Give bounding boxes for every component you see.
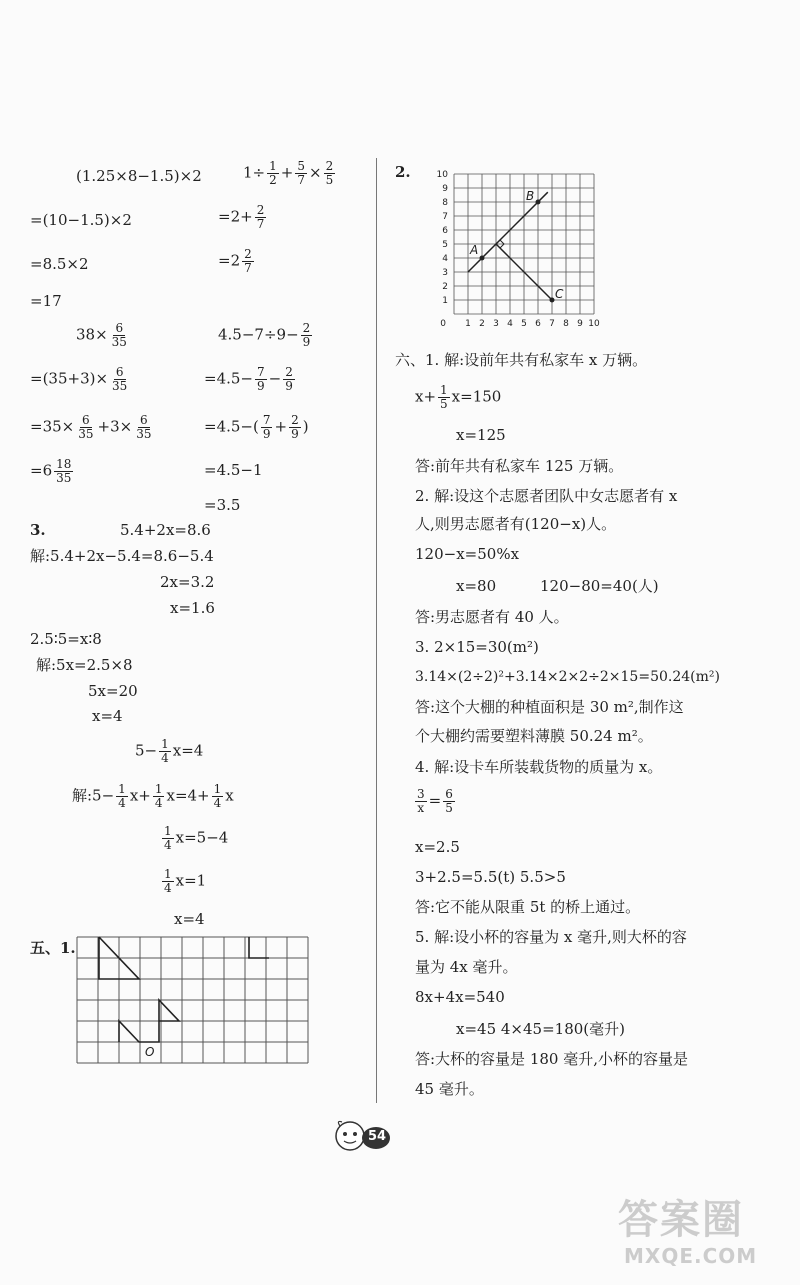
page-number-badge (332, 1116, 402, 1156)
fraction-1-5 (438, 384, 450, 411)
calc2-r3-prefix: =35× (30, 417, 75, 436)
numerator: 6 (82, 413, 90, 427)
watermark-url: MXQE.COM (624, 1244, 758, 1268)
numerator: 2 (291, 413, 299, 427)
six-q1-head: 六、1. 解:设前年共有私家车 x 万辆。 (395, 351, 648, 369)
close-paren: ) (302, 417, 309, 436)
denominator: 2 (269, 173, 277, 187)
denominator: 9 (257, 379, 265, 393)
calc1-row4-left: =17 (30, 292, 62, 310)
q1-eq-a: x+ (415, 387, 437, 406)
plus-sign-b: + (274, 417, 288, 436)
fraction-6-35-b (110, 366, 129, 393)
numerator: 6 (445, 787, 453, 801)
six-q3-head: 3. 2×15=30(m²) (415, 638, 539, 656)
numerator: 2 (302, 321, 311, 335)
numerator: 6 (115, 321, 124, 335)
denominator: 5 (440, 397, 448, 411)
x-tick-label: 9 (577, 319, 583, 329)
x-tick-label: 10 (588, 319, 600, 329)
fraction-18-35 (54, 458, 73, 485)
denominator: 5 (445, 801, 453, 815)
numerator: 2 (325, 159, 334, 173)
denominator: 9 (291, 427, 299, 441)
numerator: 1 (154, 782, 163, 796)
fraction-1-4-f (162, 868, 174, 895)
y-tick-label: 6 (442, 226, 448, 236)
l7-c: x=4+ (166, 786, 210, 805)
numerator: 1 (164, 867, 172, 881)
numerator: 2 (244, 247, 252, 261)
column-divider (376, 158, 377, 1103)
denominator: 7 (244, 261, 252, 275)
fraction-1-4 (159, 738, 171, 765)
calc1-r2-prefix: =2+ (218, 207, 253, 226)
x-tick-label: 2 (479, 319, 485, 329)
q3-line7 (72, 783, 234, 810)
coordinate-grid (430, 160, 610, 335)
y-tick-label: 5 (442, 240, 448, 250)
watermark-logo: 答案圈 (618, 1197, 744, 1243)
x-tick-label: 8 (563, 319, 569, 329)
six-q2-head2: 人,则男志愿者有(120−x)人。 (415, 515, 617, 533)
denominator: 4 (164, 881, 172, 895)
six-q3-answer1: 答:这个大棚的种植面积是 30 m²,制作这 (415, 698, 684, 716)
calc2-row2-right (204, 366, 297, 393)
denominator: 7 (297, 173, 305, 187)
calc2-row3-right (204, 414, 309, 441)
fraction-1-2 (267, 160, 279, 187)
numerator: 7 (257, 365, 265, 379)
numerator: 1 (118, 782, 126, 796)
six-q4-eq (413, 788, 457, 815)
fraction-5-7 (295, 160, 307, 187)
fraction-3-x (415, 788, 427, 815)
calc2-r3-right-prefix: =4.5−( (204, 417, 259, 436)
y-tick-label: 3 (442, 268, 448, 278)
eq3-suffix: x=4 (172, 741, 204, 760)
calc2-r2-right-prefix: =4.5− (204, 369, 253, 388)
q3-line2: 2x=3.2 (160, 573, 215, 591)
fraction-2-9-c (289, 414, 301, 441)
six-q2-head: 2. 解:设这个志愿者团队中女志愿者有 x (415, 487, 678, 505)
calc2-row2-left (30, 366, 131, 393)
q3-eq2: 2.5∶5=x∶8 (30, 630, 102, 648)
q3-eq1: 5.4+2x=8.6 (120, 521, 211, 539)
six-q5-answer1: 答:大杯的容量是 180 毫升,小杯的容量是 (415, 1050, 688, 1068)
six-q2-line2: x=80 (456, 577, 497, 595)
y-tick-label: 9 (442, 184, 448, 194)
q3-line8 (160, 825, 228, 852)
page-number: 54 (367, 1129, 387, 1144)
denominator: 4 (154, 796, 163, 810)
q5-label: 五、1. (30, 939, 76, 957)
denominator: 35 (111, 335, 127, 349)
denominator: 7 (256, 217, 265, 231)
fraction-2-7-b (242, 248, 254, 275)
l8-b: x=5−4 (175, 828, 229, 847)
calc2-row3-left (30, 414, 155, 441)
y-tick-label: 8 (442, 198, 448, 208)
denominator: 5 (325, 173, 334, 187)
q1-eq-b: x=150 (451, 387, 502, 406)
six-q5-head: 5. 解:设小杯的容量为 x 毫升,则大杯的容 (415, 928, 687, 946)
point-label-c: C (555, 287, 564, 301)
six-q5-answer2: 45 毫升。 (415, 1080, 484, 1098)
six-q5-eq: 8x+4x=540 (415, 988, 505, 1006)
numerator: 7 (262, 413, 271, 427)
y-tick-label: 4 (442, 254, 448, 264)
calc2-r1-right-prefix: 4.5−7÷9− (218, 325, 299, 344)
denominator: 9 (262, 427, 271, 441)
x-tick-label: 1 (465, 319, 471, 329)
x-tick-label: 5 (521, 319, 527, 329)
calc2-r2-prefix: =(35+3)× (30, 369, 109, 388)
six-q1-line2: x=125 (456, 426, 506, 444)
calc1-r3-prefix: =2 (218, 251, 241, 270)
y-tick-label: 7 (442, 212, 448, 222)
q3-line6: x=4 (92, 707, 123, 725)
fraction-1-4-c (153, 783, 165, 810)
calc1-row1-left: (1.25×8−1.5)×2 (76, 167, 202, 185)
denominator: 4 (161, 751, 169, 765)
calc1-row2-left: =(10−1.5)×2 (30, 211, 132, 229)
calc2-r3-mid: +3× (97, 417, 133, 436)
eq3-prefix: 5− (135, 741, 158, 760)
denominator: 4 (164, 838, 172, 852)
numerator: 6 (115, 365, 124, 379)
calc2-r4-prefix: =6 (30, 461, 53, 480)
point-a (480, 256, 485, 261)
numerator: 3 (417, 787, 425, 801)
six-q1-answer: 答:前年共有私家车 125 万辆。 (415, 457, 624, 475)
numerator: 2 (256, 203, 265, 217)
l9-b: x=1 (175, 871, 207, 890)
q3-line5: 5x=20 (88, 682, 138, 700)
six-q2-answer: 答:男志愿者有 40 人。 (415, 608, 569, 626)
denominator: x (417, 801, 425, 815)
q3-number: 3. (30, 521, 46, 539)
l7-d: x (225, 786, 234, 805)
y-tick-label: 1 (442, 296, 448, 306)
calc1-row3-left: =8.5×2 (30, 255, 89, 273)
six-q4-head: 4. 解:设卡车所装载货物的质量为 x。 (415, 758, 663, 776)
origin-zero: 0 (440, 319, 446, 329)
numerator: 1 (213, 782, 222, 796)
calc1-row2-right (218, 204, 268, 231)
fraction-2-9-b (283, 366, 295, 393)
transform-grid (74, 934, 314, 1068)
calc1-r1-prefix: 1÷ (243, 163, 266, 182)
numerator: 5 (297, 159, 305, 173)
numerator: 1 (440, 383, 448, 397)
l7-b: x+ (129, 786, 151, 805)
calc1-row3-right (218, 248, 256, 275)
numerator: 1 (269, 159, 277, 173)
calc2-row1-left (76, 322, 131, 349)
numerator: 6 (140, 413, 148, 427)
calc2-row5-right: =3.5 (204, 496, 241, 514)
denominator: 35 (112, 379, 128, 393)
q3-line3: x=1.6 (170, 599, 215, 617)
plus-sign: + (280, 163, 294, 182)
fraction-1-4-d (212, 783, 224, 810)
line-ab (468, 192, 548, 272)
six-q4-line2: x=2.5 (415, 838, 460, 856)
six-q3-line2: 3.14×(2÷2)²+3.14×2×2÷2×15=50.24(m²) (415, 669, 720, 685)
fraction-7-9 (255, 366, 267, 393)
six-q2-line2b: 120−80=40(人) (540, 577, 659, 595)
point-label-a: A (470, 243, 479, 257)
denominator: 35 (78, 427, 94, 441)
q2-label: 2. (395, 163, 411, 181)
origin-label: O (145, 1045, 155, 1059)
numerator: 18 (56, 457, 72, 471)
times-sign: × (308, 163, 322, 182)
fraction-1-4-b (116, 783, 128, 810)
y-tick-label: 10 (436, 170, 448, 180)
l7-a: 解:5− (72, 786, 115, 805)
y-tick-label: 2 (442, 282, 448, 292)
calc2-row4-right: =4.5−1 (204, 461, 263, 479)
x-tick-label: 6 (535, 319, 541, 329)
fraction-1-4-e (162, 825, 174, 852)
fraction-6-35-d (134, 414, 153, 441)
denominator: 35 (136, 427, 152, 441)
fraction-7-9-b (261, 414, 273, 441)
six-q4-answer: 答:它不能从限重 5t 的桥上通过。 (415, 898, 641, 916)
six-q2-eq: 120−x=50%x (415, 545, 520, 563)
q3-line9 (160, 868, 206, 895)
denominator: 4 (213, 796, 222, 810)
x-tick-label: 3 (493, 319, 499, 329)
six-q4-line3: 3+2.5=5.5(t) 5.5>5 (415, 868, 566, 886)
denominator: 9 (285, 379, 293, 393)
calc2-row1-right (218, 322, 314, 349)
q3-line10: x=4 (174, 910, 205, 928)
six-q5-line2: x=45 4×45=180(毫升) (456, 1020, 625, 1038)
point-label-b: B (526, 189, 535, 203)
numerator: 2 (285, 365, 293, 379)
six-q5-head2: 量为 4x 毫升。 (415, 958, 518, 976)
calc1-row1-right (243, 160, 337, 187)
q3-line1: 解:5.4+2x−5.4=8.6−5.4 (30, 547, 214, 565)
fraction-6-35-c (76, 414, 95, 441)
q3-eq3 (135, 738, 203, 765)
x-tick-label: 4 (507, 319, 513, 329)
equals-sign: = (428, 791, 442, 810)
six-q1-eq (415, 384, 501, 411)
fraction-6-5 (443, 788, 455, 815)
six-q3-answer2: 个大棚约需要塑料薄膜 50.24 m²。 (415, 727, 653, 745)
x-tick-label: 7 (549, 319, 555, 329)
minus-sign: − (268, 369, 282, 388)
calc2-r1-prefix: 38× (76, 325, 108, 344)
denominator: 4 (118, 796, 126, 810)
point-b (536, 200, 541, 205)
numerator: 1 (164, 824, 172, 838)
fraction-6-35 (110, 322, 129, 349)
calc2-row4-left (30, 458, 75, 485)
fraction-2-9 (301, 322, 313, 349)
q3-line4: 解:5x=2.5×8 (36, 656, 133, 674)
point-c (550, 298, 555, 303)
numerator: 1 (161, 737, 169, 751)
denominator: 9 (302, 335, 311, 349)
fraction-2-5 (324, 160, 336, 187)
fraction-2-7 (255, 204, 267, 231)
denominator: 35 (56, 471, 72, 485)
